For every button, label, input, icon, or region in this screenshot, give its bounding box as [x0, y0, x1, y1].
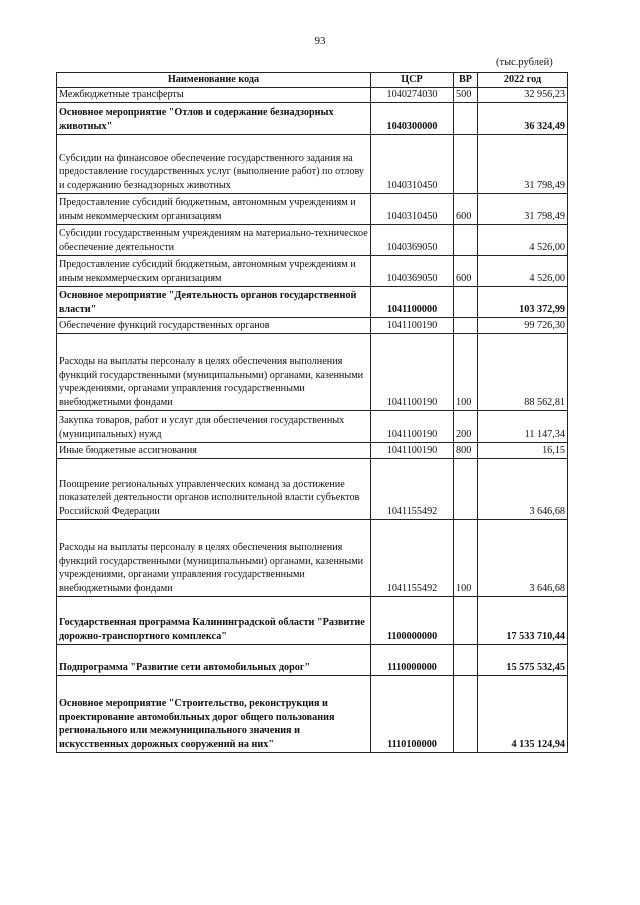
row-name: Подпрограмма "Развитие сети автомобильных дорог" [57, 644, 371, 675]
row-vr: 600 [454, 193, 478, 224]
row-vr [454, 644, 478, 675]
table-row [57, 317, 568, 333]
row-vr: 200 [454, 410, 478, 442]
row-vr [454, 134, 478, 193]
row-csr: 1110000000 [371, 644, 454, 675]
table-row [57, 193, 568, 224]
row-sum: 15 575 532,45 [478, 644, 568, 675]
row-vr [454, 596, 478, 644]
row-csr: 1040300000 [371, 102, 454, 134]
row-vr [454, 675, 478, 752]
row-vr [454, 286, 478, 317]
row-name: Основное мероприятие "Строительство, реконструкция и проектирование автомобильных дорог общего пользования регионального или межмуниципального значения и искусственных дорожных сооружений на них" [57, 675, 371, 752]
row-sum: 36 324,49 [478, 102, 568, 134]
row-csr: 1041155492 [371, 458, 454, 519]
row-name: Расходы на выплаты персоналу в целях обеспечения выполнения функций государственными (муниципальными) органами, казенными учреждениями, органами управления государственными внебюджетными фондами [57, 333, 371, 410]
row-name: Государственная программа Калининградской области "Развитие дорожно-транспортного комплекса" [57, 596, 371, 644]
header-csr: ЦСР [371, 73, 454, 88]
row-csr: 1041100190 [371, 410, 454, 442]
page-number: 93 [314, 35, 326, 47]
row-name: Субсидии государственным учреждениям на материально-техническое обеспечение деятельности [57, 224, 371, 255]
row-sum: 17 533 710,44 [478, 596, 568, 644]
table-row [57, 134, 568, 193]
table-row [57, 410, 568, 442]
table-row [57, 442, 568, 458]
table-row [57, 88, 568, 103]
row-sum: 16,15 [478, 442, 568, 458]
row-vr [454, 102, 478, 134]
row-sum: 4 526,00 [478, 255, 568, 286]
units-label: (тыс.рублей) [496, 57, 553, 68]
row-csr: 1110100000 [371, 675, 454, 752]
row-sum: 31 798,49 [478, 134, 568, 193]
row-vr: 100 [454, 333, 478, 410]
row-sum: 4 135 124,94 [478, 675, 568, 752]
row-sum: 103 372,99 [478, 286, 568, 317]
table-row [57, 458, 568, 519]
row-name: Основное мероприятие "Деятельность органов государственной власти" [57, 286, 371, 317]
row-csr: 1040369050 [371, 255, 454, 286]
table-row [57, 596, 568, 644]
row-csr: 1041100190 [371, 317, 454, 333]
row-name: Предоставление субсидий бюджетным, автономным учреждениям и иным некоммерческим организациям [57, 255, 371, 286]
row-sum: 3 646,68 [478, 519, 568, 596]
row-sum: 88 562,81 [478, 333, 568, 410]
row-csr: 1040274030 [371, 88, 454, 103]
row-vr [454, 458, 478, 519]
row-name: Поощрение региональных управленческих команд за достижение показателей деятельности органов исполнительной власти субъектов Российской Федерации [57, 458, 371, 519]
budget-table [56, 72, 568, 753]
row-csr: 1100000000 [371, 596, 454, 644]
row-name: Субсидии на финансовое обеспечение государственного задания на предоставление государственных услуг (выполнение работ) по отлову и содержанию безнадзорных животных [57, 134, 371, 193]
table-row [57, 255, 568, 286]
row-vr: 600 [454, 255, 478, 286]
row-sum: 32 956,23 [478, 88, 568, 103]
table-row [57, 333, 568, 410]
table-row [57, 224, 568, 255]
table-row [57, 519, 568, 596]
row-name: Межбюджетные трансферты [57, 88, 371, 103]
row-sum: 11 147,34 [478, 410, 568, 442]
table-row [57, 675, 568, 752]
row-vr [454, 317, 478, 333]
row-csr: 1041100190 [371, 442, 454, 458]
row-sum: 31 798,49 [478, 193, 568, 224]
table-row [57, 286, 568, 317]
row-csr: 1041155492 [371, 519, 454, 596]
table-row [57, 102, 568, 134]
row-vr [454, 224, 478, 255]
row-csr: 1041100000 [371, 286, 454, 317]
row-csr: 1040310450 [371, 193, 454, 224]
row-name: Основное мероприятие "Отлов и содержание безнадзорных животных" [57, 102, 371, 134]
row-csr: 1040369050 [371, 224, 454, 255]
row-name: Обеспечение функций государственных органов [57, 317, 371, 333]
header-year: 2022 год [478, 73, 568, 88]
row-name: Закупка товаров, работ и услуг для обеспечения государственных (муниципальных) нужд [57, 410, 371, 442]
header-vr: ВР [454, 73, 478, 88]
row-sum: 99 726,30 [478, 317, 568, 333]
row-sum: 4 526,00 [478, 224, 568, 255]
header-name: Наименование кода [57, 73, 371, 88]
row-csr: 1040310450 [371, 134, 454, 193]
row-vr: 800 [454, 442, 478, 458]
row-name: Расходы на выплаты персоналу в целях обеспечения выполнения функций государственными (муниципальными) органами, казенными учреждениями, органами управления государственными внебюджетными фондами [57, 519, 371, 596]
row-vr: 500 [454, 88, 478, 103]
row-name: Предоставление субсидий бюджетным, автономным учреждениям и иным некоммерческим организациям [57, 193, 371, 224]
table-header-row [57, 73, 568, 88]
row-csr: 1041100190 [371, 333, 454, 410]
row-name: Иные бюджетные ассигнования [57, 442, 371, 458]
row-sum: 3 646,68 [478, 458, 568, 519]
row-vr: 100 [454, 519, 478, 596]
table-row [57, 644, 568, 675]
